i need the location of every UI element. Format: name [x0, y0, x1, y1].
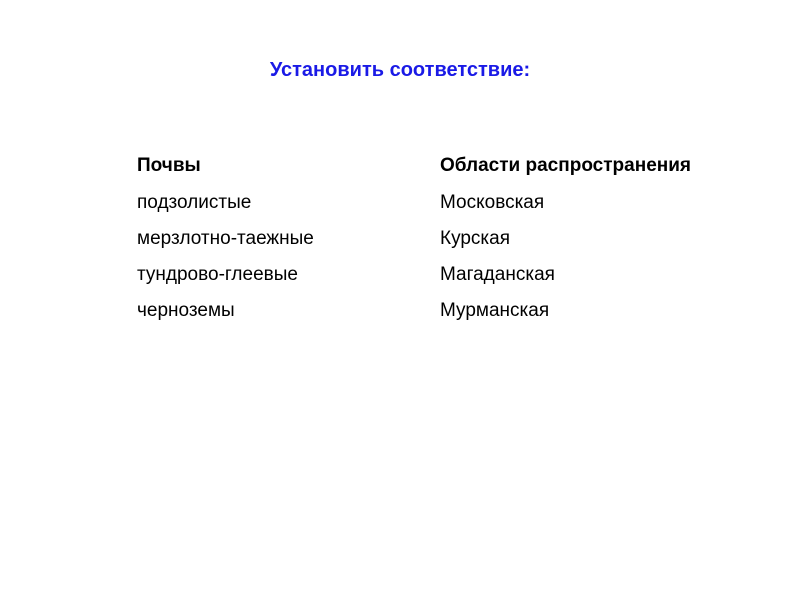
soil-item: мерзлотно-таежные: [137, 228, 314, 249]
regions-list: [440, 185, 691, 329]
regions-column: [440, 147, 691, 329]
soil-item: тундрово-глеевые: [137, 264, 298, 285]
soils-header: Почвы: [137, 155, 201, 176]
soils-list: [137, 185, 314, 329]
soil-item: подзолистые: [137, 192, 252, 213]
slide-title: Установить соответствие:: [269, 59, 531, 81]
region-item: Мурманская: [440, 300, 550, 321]
region-item: Магаданская: [440, 264, 555, 285]
soil-item: черноземы: [137, 300, 235, 321]
regions-header: Области распространения: [440, 155, 692, 176]
soils-column: [137, 147, 314, 329]
region-item: Московская: [440, 192, 545, 213]
region-item: Курская: [440, 228, 511, 249]
